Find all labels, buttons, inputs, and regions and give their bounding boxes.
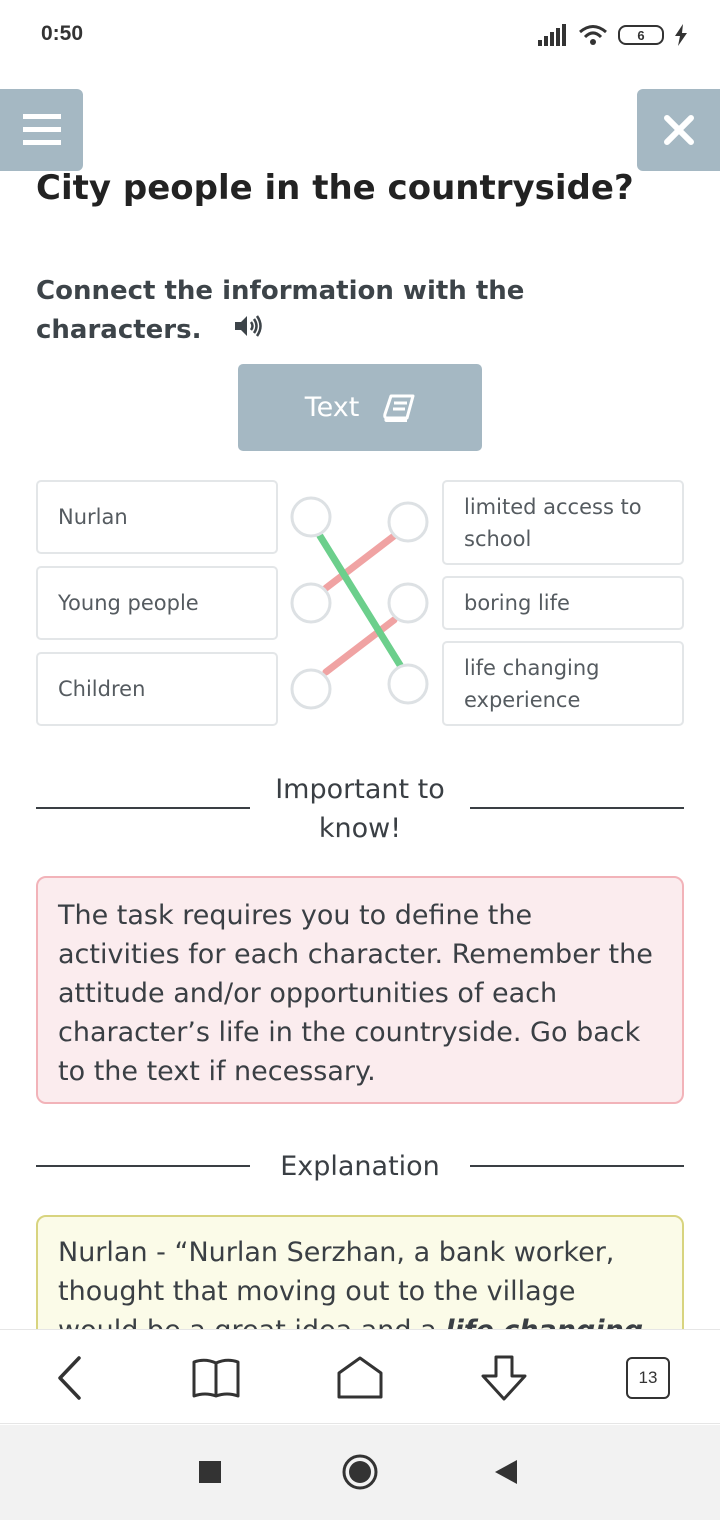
system-nav-bar <box>0 1425 720 1520</box>
text-button[interactable] <box>238 364 482 451</box>
status-bar <box>0 0 720 70</box>
instruction-text: Connect the information with the characters. <box>36 276 525 345</box>
page-count-value: 13 <box>638 1368 658 1387</box>
instruction <box>36 272 596 350</box>
book-button[interactable] <box>190 1352 242 1404</box>
match-line-incorrect <box>326 620 394 672</box>
divider-line <box>36 1165 250 1167</box>
back-button[interactable] <box>44 1352 96 1404</box>
system-back-button[interactable] <box>486 1452 526 1492</box>
left-node[interactable] <box>292 670 330 708</box>
explanation-text: Nurlan - “Nurlan Serzhan, a bank worker, thought that moving out to the village <box>58 1237 615 1307</box>
right-card-life-changing[interactable] <box>442 641 684 726</box>
battery-level: 6 <box>637 27 645 43</box>
right-card-boring-life[interactable] <box>442 576 684 630</box>
important-heading: Important to know! <box>275 774 445 844</box>
signal-icon <box>538 24 568 46</box>
left-card-label: Nurlan <box>58 505 128 529</box>
left-card-young-people[interactable] <box>36 566 278 640</box>
left-node[interactable] <box>292 498 330 536</box>
left-card-label: Children <box>58 677 146 701</box>
divider-line <box>36 807 250 809</box>
right-card-label: life changing experience <box>464 655 600 712</box>
right-node[interactable] <box>389 584 427 622</box>
right-card-limited-access[interactable] <box>442 480 684 565</box>
download-button[interactable] <box>478 1352 530 1404</box>
close-icon <box>664 115 694 145</box>
home-icon <box>336 1355 384 1401</box>
right-card-label: limited access to school <box>464 494 642 551</box>
download-icon <box>479 1354 529 1402</box>
match-connector <box>284 490 434 715</box>
recents-button[interactable] <box>190 1452 230 1492</box>
left-card-label: Young people <box>58 591 199 615</box>
book-icon <box>383 394 415 422</box>
charging-icon <box>674 24 688 46</box>
system-home-button[interactable] <box>340 1452 380 1492</box>
text-button-label: Text <box>304 392 360 423</box>
speaker-icon <box>233 314 263 338</box>
divider-line <box>470 807 684 809</box>
recents-icon <box>198 1460 222 1484</box>
battery-icon <box>618 25 664 45</box>
important-box <box>36 876 684 1104</box>
close-button[interactable] <box>637 89 720 171</box>
page-title: City people in the countryside? <box>36 168 634 208</box>
status-icons <box>538 22 688 48</box>
page-count-button[interactable] <box>622 1352 674 1404</box>
wifi-icon <box>578 24 608 46</box>
important-text: The task requires you to define the activities for each character. Remember the attitude and/or opportunities of each character’s life in the countryside. Go back to the text if necessary. <box>58 900 653 1087</box>
right-card-label: boring life <box>464 591 570 615</box>
left-node[interactable] <box>292 584 330 622</box>
right-node[interactable] <box>389 503 427 541</box>
status-time: 0:50 <box>41 22 84 45</box>
speaker-button[interactable] <box>233 311 263 350</box>
back-triangle-icon <box>493 1458 519 1486</box>
hamburger-icon <box>23 114 61 146</box>
menu-button[interactable] <box>0 89 83 171</box>
page-count-icon <box>626 1357 670 1399</box>
left-card-nurlan[interactable] <box>36 480 278 554</box>
open-book-icon <box>191 1357 241 1399</box>
explanation-heading: Explanation <box>280 1151 440 1182</box>
home-circle-icon <box>341 1453 379 1491</box>
left-card-children[interactable] <box>36 652 278 726</box>
right-node[interactable] <box>389 665 427 703</box>
home-button[interactable] <box>334 1352 386 1404</box>
back-chevron-icon <box>55 1355 85 1401</box>
divider-line <box>470 1165 684 1167</box>
bottom-toolbar <box>0 1329 720 1424</box>
